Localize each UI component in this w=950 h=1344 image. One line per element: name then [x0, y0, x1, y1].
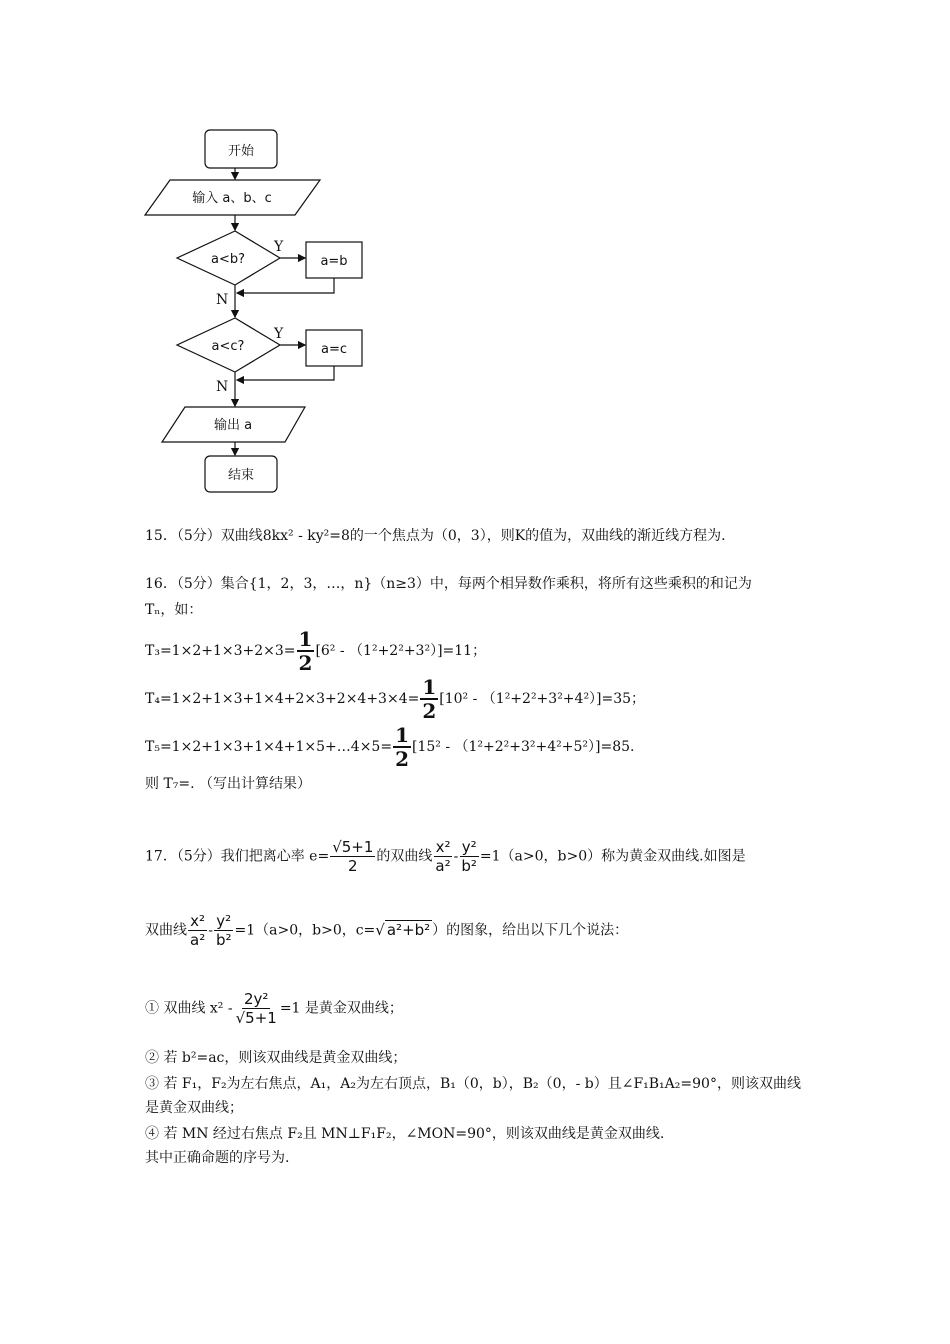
q17-statement-4: ④ 若 MN 经过右焦点 F₂且 MN⊥F₁F₂，∠MON=90°，则该双曲线是黄金双曲线. [145, 1126, 665, 1142]
end-label: 结束 [227, 468, 255, 483]
half-fraction: $\frac{1}{2}$ [298, 627, 313, 675]
statement1-fraction: $\frac{\text{2y²}}{√5+1}$ [235, 990, 277, 1027]
q15-text: 15．（5分）双曲线8kx² - ky²=8的一个焦点为（0，3），则K的值为，双曲线的渐近线方程为. [145, 528, 726, 544]
eccentricity-fraction: $\frac{√5+1}{2}$ [332, 838, 374, 875]
q16-t5 [145, 724, 634, 770]
half-fraction: $\frac{1}{2}$ [422, 675, 437, 723]
t5-lhs: T₅=1×2+1×3+1×4+1×5+…4×5= [145, 739, 393, 755]
t3-rhs: [6² - （1²+2²+3²）]=11； [315, 643, 487, 659]
cond1-label: a<b? [210, 252, 246, 267]
q17-line1: 17．（5分）我们把离心率 e= $\frac{√5+1}{2}$ 的双曲线 $\frac{\text{x²}}{\text{a²}}$ - $\frac{\text{y²}}{\text{b²}}$ =1（a>0，b>0）称为黄金双曲线.如图是 [145, 838, 746, 875]
sqrt-a2-b2: √ a²+b² [375, 920, 431, 939]
q16-line1: 16．（5分）集合{1，2，3，…，n}（n≥3）中，每两个相异数作乘积，将所有这些乘积的和记为 [145, 576, 752, 592]
t5-rhs: [15² - （1²+2²+3²+4²+5²）]=85. [411, 739, 635, 755]
q17-line2: 双曲线 $\frac{\text{x²}}{\text{a²}}$ - $\frac{\text{y²}}{\text{b²}}$ =1（a>0，b>0，c=√ a²+b² ）的图象，给出以下几个说法： [145, 912, 629, 949]
t3-lhs: T₃=1×2+1×3+2×3= [145, 643, 296, 659]
q17-final: 其中正确命题的序号为. [145, 1150, 290, 1166]
output-label: 输出 a [213, 418, 253, 433]
y2-over-b2: $\frac{\text{y²}}{\text{b²}}$ [215, 912, 232, 949]
assign2-label: a=c [320, 342, 348, 357]
yes-label-1: Y [274, 239, 284, 255]
q16-ask: 则 T₇=. （写出计算结果） [145, 776, 312, 792]
start-label: 开始 [227, 144, 255, 159]
q17-statement-3b: 是黄金双曲线； [145, 1100, 243, 1116]
q17-statement-2: ② 若 b²=ac，则该双曲线是黄金双曲线； [145, 1050, 407, 1066]
no-label-2: N [216, 379, 229, 395]
q17-statement-3a: ③ 若 F₁，F₂为左右焦点，A₁，A₂为左右顶点，B₁（0，b），B₂（0，- b）且∠F₁B₁A₂=90°，则该双曲线 [145, 1076, 801, 1092]
y2-over-b2: $\frac{\text{y²}}{\text{b²}}$ [461, 838, 477, 875]
t4-lhs: T₄=1×2+1×3+1×4+2×3+2×4+3×4= [145, 691, 420, 707]
cond2-label: a<c? [211, 339, 245, 354]
x2-over-a2: $\frac{\text{x²}}{\text{a²}}$ [190, 912, 206, 949]
x2-over-a2: $\frac{\text{x²}}{\text{a²}}$ [435, 838, 451, 875]
no-label-1: N [216, 292, 229, 308]
q16-t3 [145, 628, 486, 674]
yes-label-2: Y [274, 326, 284, 342]
q16-t4 [145, 676, 645, 722]
t4-rhs: [10² - （1²+2²+3²+4²）]=35； [439, 691, 646, 707]
q17-statement-1: ① 双曲线 x² - $\frac{\text{2y²}}{√5+1}$ =1 是黄金双曲线； [145, 990, 403, 1027]
half-fraction: $\frac{1}{2}$ [395, 723, 409, 771]
assign1-label: a=b [320, 254, 348, 269]
input-label: 输入 a、b、c [192, 191, 272, 206]
q16-line2: Tₙ，如： [145, 602, 203, 618]
flowchart [140, 124, 380, 499]
